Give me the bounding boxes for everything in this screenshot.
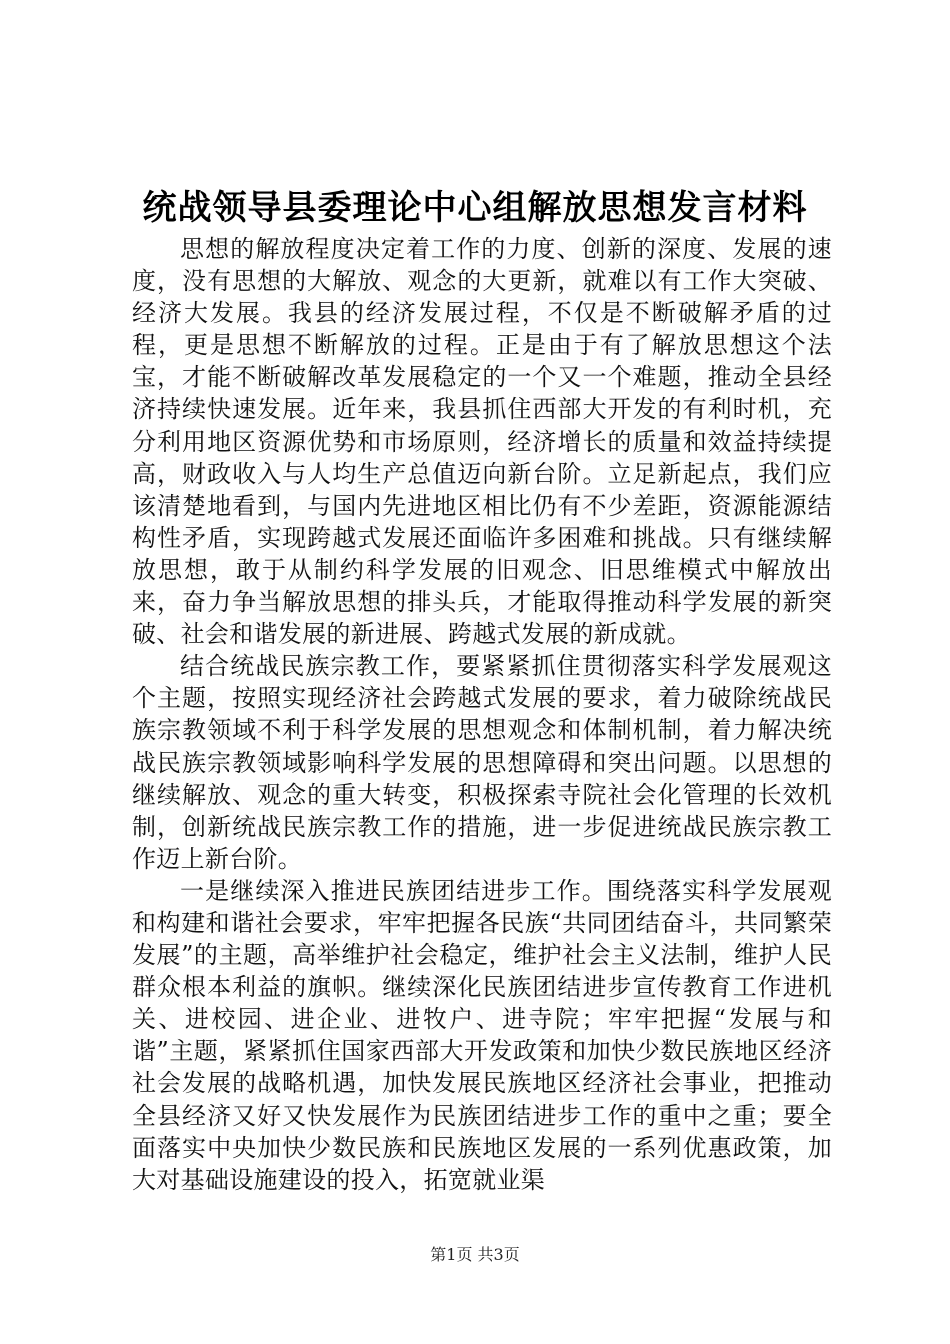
paragraph-2: 结合统战民族宗教工作，要紧紧抓住贯彻落实科学发展观这个主题，按照实现经济社会跨越式发展的要求，着力破除统战民族宗教领域不利于科学发展的思想观念和体制机制，着力解决统战民族宗教领域影响科学发展的思想障碍和突出问题。以思想的继续解放、观念的重大转变，积极探索寺院社会化管理的长效机制，创新统战民族宗教工作的措施，进一步促进统战民族宗教工作迈上新台阶。 [132,652,832,873]
page-number-footer: 第1页 共3页 [430,1245,520,1264]
paragraph-3: 一是继续深入推进民族团结进步工作。围绕落实科学发展观和构建和谐社会要求，牢牢把握各民族“共同团结奋斗，共同繁荣发展”的主题，高举维护社会稳定，维护社会主义法制，维护人民群众根本利益的旗帜。继续深化民族团结进步宣传教育工作进机关、进校园、进企业、进牧户、进寺院；牢牢把握“发展与和谐”主题，紧紧抓住国家西部大开发政策和加快少数民族地区经济社会发展的战略机遇，加快发展民族地区经济社会事业，把推动全县经济又好又快发展作为民族团结进步工作的重中之重；要全面落实中央加快少数民族和民族地区发展的一系列优惠政策，加大对基础设施建设的投入，拓宽就业渠 [132,876,832,1194]
document-title: 统战领导县委理论中心组解放思想发言材料 [142,188,808,228]
document-body [132,233,832,1196]
paragraph-1: 思想的解放程度决定着工作的力度、创新的深度、发展的速度，没有思想的大解放、观念的大更新，就难以有工作大突破、经济大发展。我县的经济发展过程，不仅是不断破解矛盾的过程，更是思想不断解放的过程。正是由于有了解放思想这个法宝，才能不断破解改革发展稳定的一个又一个难题，推动全县经济持续快速发展。近年来，我县抓住西部大开发的有利时机，充分利用地区资源优势和市场原则，经济增长的质量和效益持续提高，财政收入与人均生产总值迈向新台阶。立足新起点，我们应该清楚地看到，与国内先进地区相比仍有不少差距，资源能源结构性矛盾，实现跨越式发展还面临许多困难和挑战。只有继续解放思想，敢于从制约科学发展的旧观念、旧思维模式中解放出来，奋力争当解放思想的排头兵，才能取得推动科学发展的新突破、社会和谐发展的新进展、跨越式发展的新成就。 [132,235,832,649]
